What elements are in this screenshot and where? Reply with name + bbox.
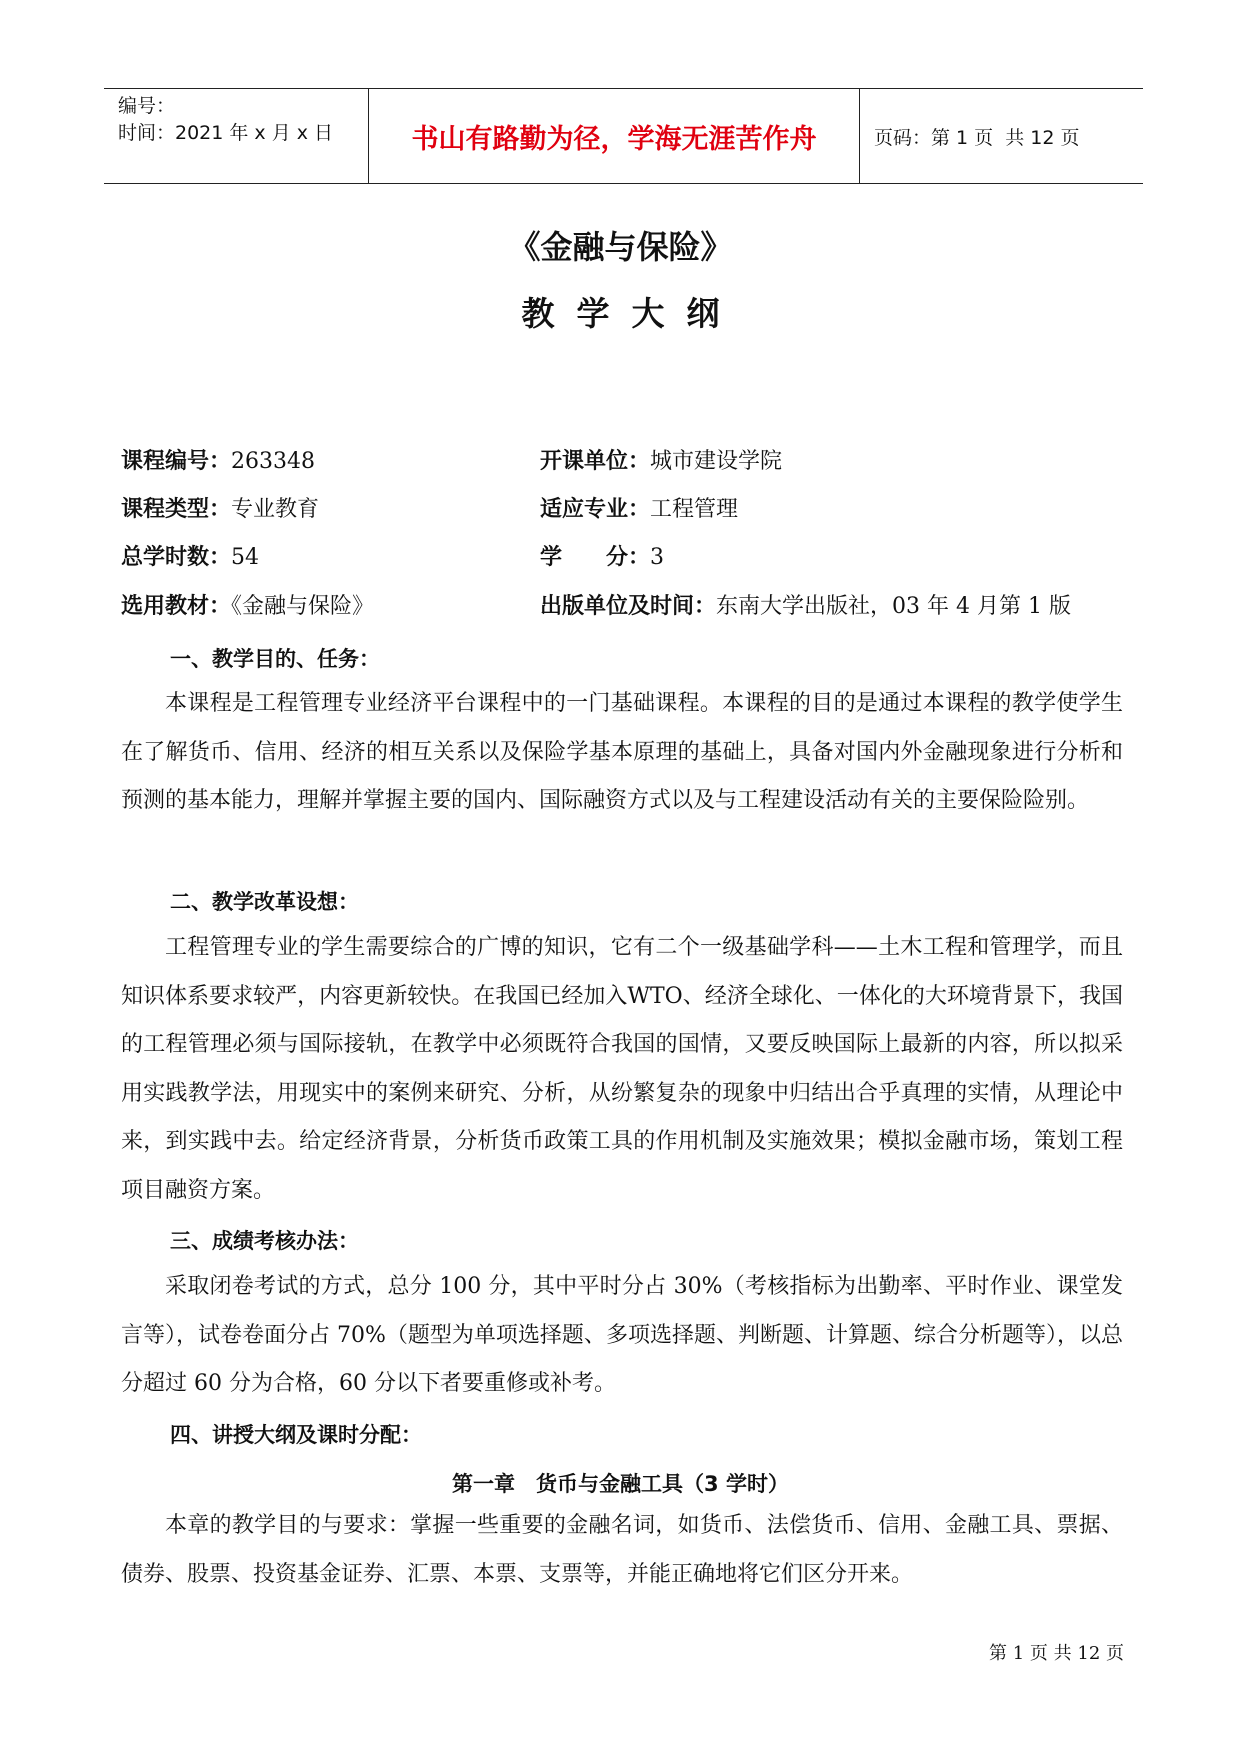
course-unit bbox=[540, 444, 782, 475]
course-unit-label: 开课单位： bbox=[540, 449, 651, 474]
course-publisher-value: 东南大学出版社，03 年 4 月第 1 版 bbox=[716, 594, 1071, 619]
course-credit-value: 3 bbox=[650, 545, 665, 570]
time-label: 时间：2021 年 x 月 x 日 bbox=[118, 122, 334, 144]
course-type-label: 课程类型： bbox=[121, 497, 232, 522]
course-type-value: 专业教育 bbox=[231, 497, 320, 522]
page-footer: 第 1 页 共 12 页 bbox=[989, 1643, 1124, 1664]
course-major-label: 适应专业： bbox=[540, 497, 651, 522]
chapter-1-text: 本章的教学目的与要求：掌握一些重要的金融名词，如货币、法偿货币、信用、金融工具、票据、债券、股票、投资基金证券、汇票、本票、支票等，并能正确地将它们区分开来。 bbox=[121, 1513, 1123, 1587]
section-3-text: 采取闭卷考试的方式，总分 100 分，其中平时分占 30%（考核指标为出勤率、平时作业、课堂发言等），试卷卷面分占 70%（题型为单项选择题、多项选择题、判断题、计算题、综合分析题等），以总分超过 60 分为合格，60 分以下者要重修或补考。 bbox=[121, 1274, 1123, 1397]
header-motto: 书山有路勤为径，学海无涯苦作舟 bbox=[368, 89, 860, 183]
course-type bbox=[121, 492, 319, 523]
course-publisher bbox=[540, 589, 1071, 620]
course-credit bbox=[540, 540, 664, 571]
document-header bbox=[104, 88, 1143, 184]
course-hours bbox=[121, 540, 259, 571]
page-info-text: 页码：第 1 页 共 12 页 bbox=[874, 126, 1080, 149]
course-code-value: 263348 bbox=[231, 449, 315, 474]
document-subtitle: 教学大纲 bbox=[521, 294, 742, 333]
section-4-heading: 四、讲授大纲及课时分配： bbox=[170, 1423, 422, 1447]
section-3-heading: 三、成绩考核办法： bbox=[170, 1229, 359, 1253]
course-major-value: 工程管理 bbox=[650, 497, 739, 522]
course-publisher-label: 出版单位及时间： bbox=[540, 594, 717, 619]
section-1-text: 本课程是工程管理专业经济平台课程中的一门基础课程。本课程的目的是通过本课程的教学使学生在了解货币、信用、经济的相互关系以及保险学基本原理的基础上，具备对国内外金融现象进行分析和预测的基本能力，理解并掌握主要的国内、国际融资方式以及与工程建设活动有关的主要保险险别。 bbox=[121, 691, 1123, 814]
course-textbook bbox=[121, 589, 374, 620]
number-label: 编号： bbox=[118, 95, 176, 117]
header-page-info bbox=[874, 89, 1080, 183]
course-hours-label: 总学时数： bbox=[121, 545, 232, 570]
section-2-heading: 二、教学改革设想： bbox=[170, 890, 359, 914]
course-hours-value: 54 bbox=[231, 545, 260, 570]
section-1-heading: 一、教学目的、任务： bbox=[170, 647, 380, 671]
course-code-label: 课程编号： bbox=[121, 449, 232, 474]
chapter-1-title: 第一章 货币与金融工具（3 学时） bbox=[452, 1472, 789, 1496]
section-2-text: 工程管理专业的学生需要综合的广博的知识，它有二个一级基础学科——土木工程和管理学，而且知识体系要求较严，内容更新较快。在我国已经加入WTO、经济全球化、一体化的大环境背景下，我国的工程管理必须与国际接轨，在教学中必须既符合我国的国情，又要反映国际上最新的内容，所以拟采用实践教学法，用现实中的案例来研究、分析，从纷繁复杂的现象中归结出合乎真理的实情，从理论中来，到实践中去。给定经济背景，分析货币政策工具的作用机制及实施效果；模拟金融市场，策划工程项目融资方案。 bbox=[121, 935, 1123, 1203]
course-textbook-label: 选用教材： bbox=[121, 594, 232, 619]
document-title: 《金融与保险》 bbox=[508, 228, 733, 266]
course-credit-label: 学 分： bbox=[540, 545, 651, 570]
header-meta bbox=[118, 93, 358, 147]
course-code bbox=[121, 444, 315, 475]
course-textbook-value: 《金融与保险》 bbox=[231, 594, 375, 619]
course-major bbox=[540, 492, 738, 523]
course-unit-value: 城市建设学院 bbox=[650, 449, 783, 474]
